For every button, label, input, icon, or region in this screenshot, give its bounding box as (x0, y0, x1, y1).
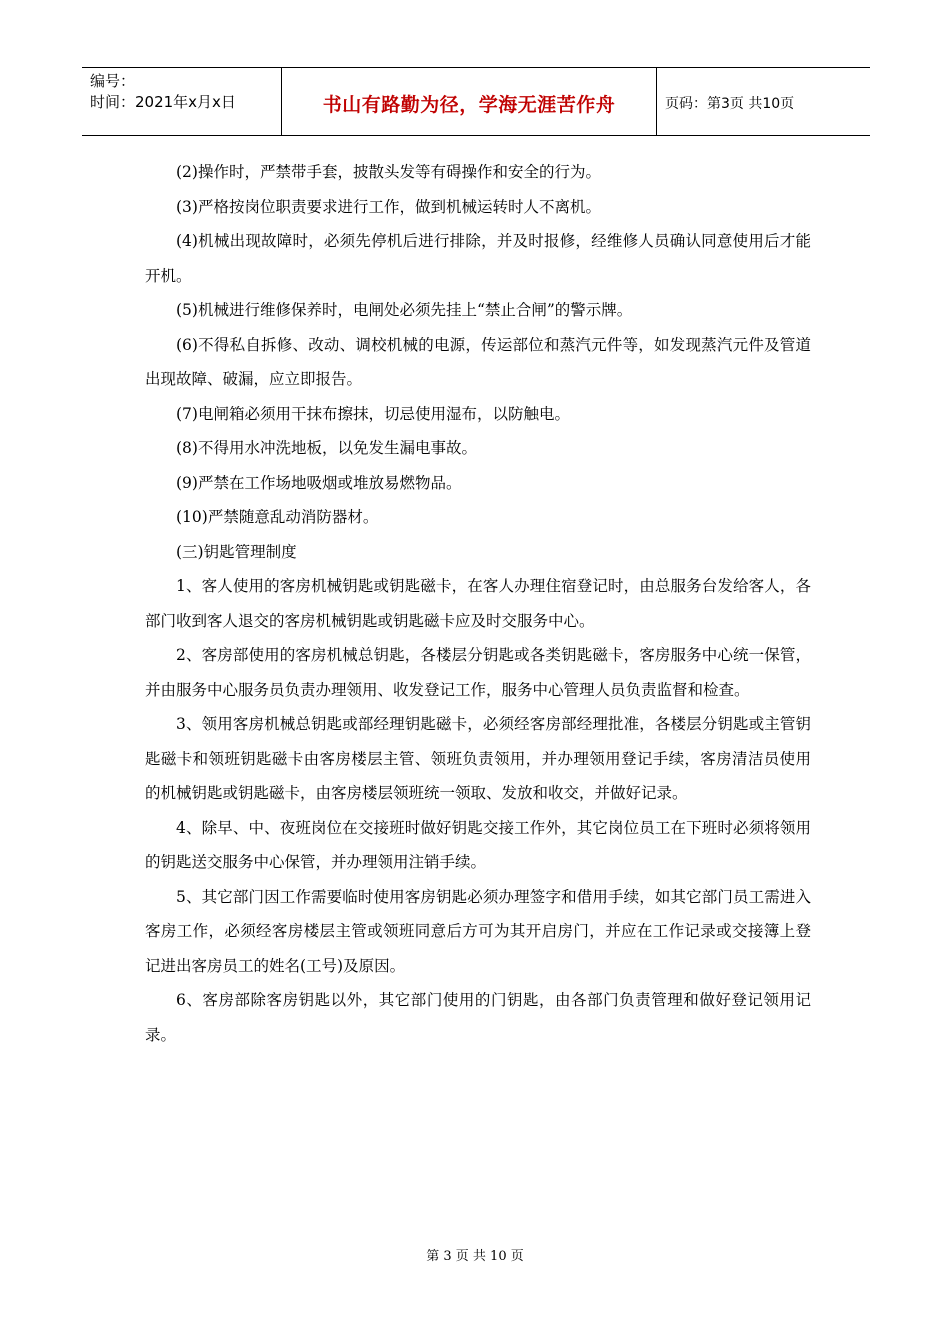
paragraph: 5、其它部门因工作需要临时使用客房钥匙必须办理签字和借用手续，如其它部门员工需进入客房工作，必须经客房楼层主管或领班同意后方可为其开启房门，并应在工作记录或交接簿上登记进出客房员工的姓名(工号)及原因。 (145, 887, 811, 975)
paragraph: 6、客房部除客房钥匙以外，其它部门使用的门钥匙，由各部门负责管理和做好登记领用记录。 (145, 991, 811, 1044)
paragraph: (7)电闸箱必须用干抹布擦抹，切忌使用湿布，以防触电。 (176, 404, 570, 423)
paragraph: (10)严禁随意乱动消防器材。 (176, 508, 379, 526)
motto: 书山有路勤为径，学海无涯苦作舟 (322, 93, 616, 116)
header-motto-cell (282, 68, 657, 135)
header-meta (82, 68, 282, 135)
number-label: 编号： (90, 72, 136, 90)
header-table (82, 67, 870, 136)
paragraph: (6)不得私自拆修、改动、调校机械的电源，传运部位和蒸汽元件等，如发现蒸汽元件及管道出现故障、破漏，应立即报告。 (145, 335, 811, 388)
document-body (145, 155, 811, 1052)
page-footer: 第 3 页 共 10 页 (426, 1249, 524, 1264)
paragraph: (9)严禁在工作场地吸烟或堆放易燃物品。 (176, 473, 462, 492)
paragraph: (2)操作时，严禁带手套，披散头发等有碍操作和安全的行为。 (176, 163, 601, 181)
paragraph: (4)机械出现故障时，必须先停机后进行排除，并及时报修，经维修人员确认同意使用后才能开机。 (145, 232, 811, 285)
paragraph: (3)严格按岗位职责要求进行工作，做到机械运转时人不离机。 (176, 197, 601, 216)
header-page-cell (657, 68, 870, 135)
paragraph: 4、除早、中、夜班岗位在交接班时做好钥匙交接工作外，其它岗位员工在下班时必须将领用的钥匙送交服务中心保管，并办理领用注销手续。 (145, 818, 811, 871)
page-label: 页码：第3页 共10页 (665, 95, 795, 112)
paragraph: 3、领用客房机械总钥匙或部经理钥匙磁卡，必须经客房部经理批准，各楼层分钥匙或主管钥匙磁卡和领班钥匙磁卡由客房楼层主管、领班负责领用，并办理领用登记手续，客房清洁员使用的机械钥匙或钥匙磁卡，由客房楼层领班统一领取、发放和收交，并做好记录。 (145, 715, 811, 802)
paragraph: 1、客人使用的客房机械钥匙或钥匙磁卡，在客人办理住宿登记时，由总服务台发给客人，各部门收到客人退交的客房机械钥匙或钥匙磁卡应及时交服务中心。 (145, 577, 811, 630)
paragraph: (5)机械进行维修保养时，电闸处必须先挂上“禁止合闸”的警示牌。 (176, 301, 633, 319)
paragraph: 2、客房部使用的客房机械总钥匙，各楼层分钥匙或各类钥匙磁卡，客房服务中心统一保管，并由服务中心服务员负责办理领用、收发登记工作，服务中心管理人员负责监督和检查。 (145, 646, 811, 699)
time-label: 时间：2021年x月x日 (90, 93, 236, 111)
paragraph: (8)不得用水冲洗地板，以免发生漏电事故。 (176, 439, 477, 457)
section-heading: (三)钥匙管理制度 (176, 542, 297, 561)
